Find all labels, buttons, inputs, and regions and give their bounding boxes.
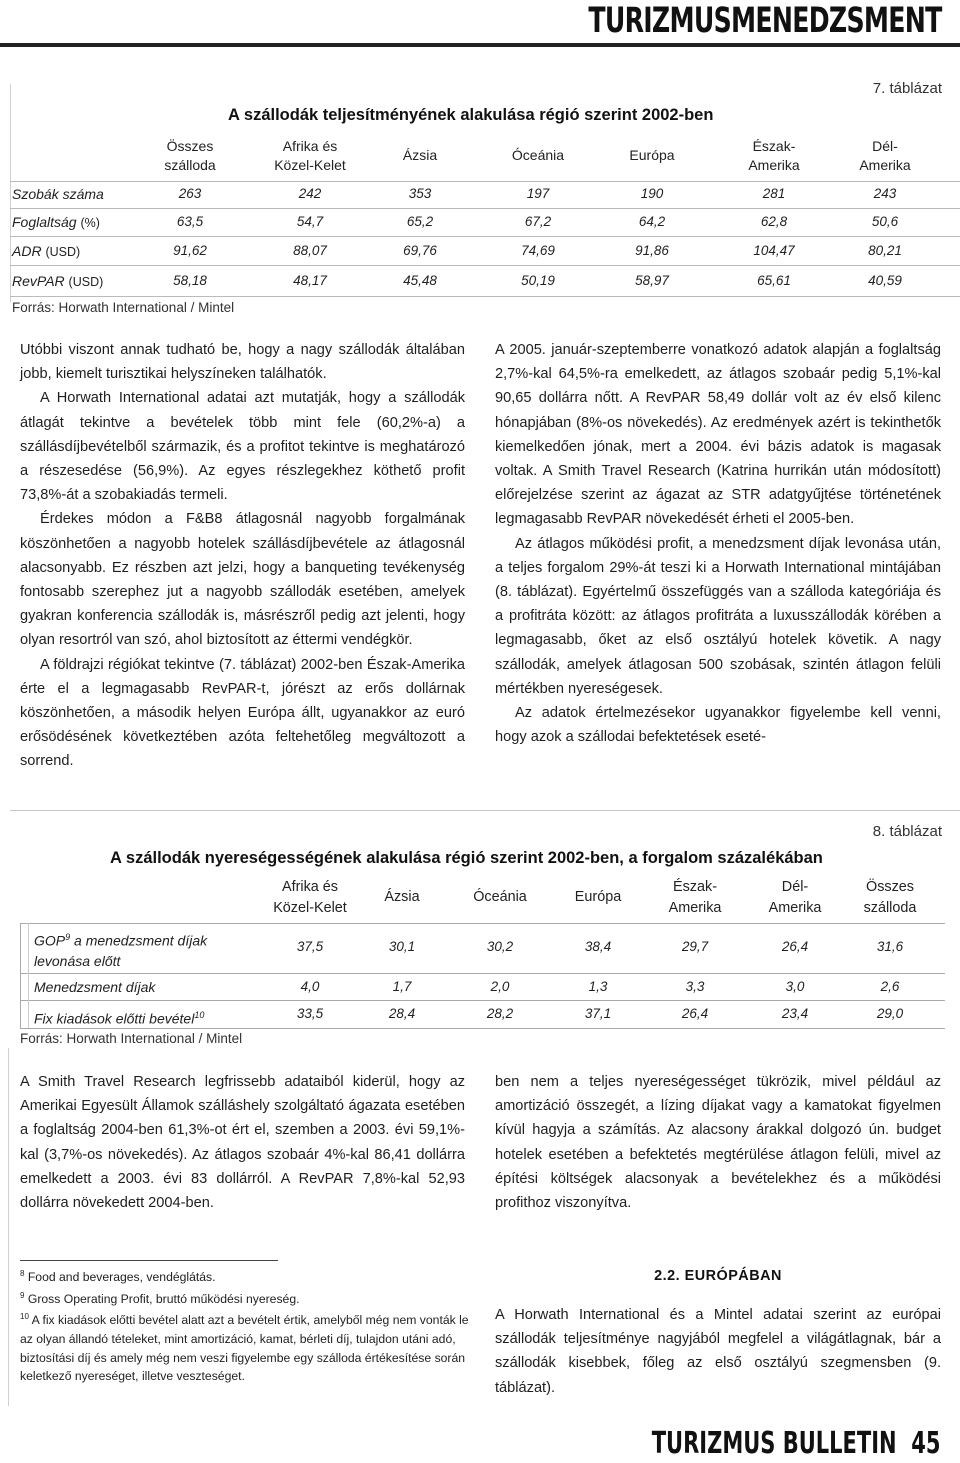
- row-unit: (%): [80, 216, 100, 230]
- table7-cell: 197: [526, 186, 550, 201]
- footnote-number: 8: [20, 1269, 25, 1278]
- table7-row-divider: [10, 208, 960, 209]
- table8-cell: 30,1: [388, 939, 416, 954]
- section-divider: [10, 810, 960, 811]
- table8-col-header: [840, 877, 940, 919]
- table7-caption: A szállodák teljesítményének alakulása régió szerint 2002-ben: [228, 106, 714, 124]
- table7-cell: 40,59: [868, 273, 902, 288]
- table7-cell: 58,18: [173, 273, 207, 288]
- table8-cell: 37,5: [296, 939, 324, 954]
- paragraph: Az átlagos működési profit, a menedzsment díjak levonása után, a teljes forgalom 29%-át teszi ki a Horwath International mintájában (8. táblázat). Egyértelmű összefüggés van a szálloda kategóriája és a profitráta között: az átlagos profitráta a luxusszállodák körében a legmagasabb, őket az első osztályú hotelek követik. A nagy szállodák, amelyek átlagosan 500 szobásak, szintén átlagon felüli mértékben nyereségesek.: [495, 535, 941, 697]
- table7-row-label: [12, 214, 100, 230]
- table7-col-header: [380, 146, 460, 165]
- col-header-line: Dél-: [781, 879, 809, 895]
- right-column-text: [495, 338, 941, 749]
- footnote-rule: [20, 1260, 278, 1261]
- table8-cell: 26,4: [681, 1006, 709, 1021]
- table8-cell: 3,3: [685, 979, 705, 994]
- header-rule: [0, 43, 960, 47]
- page-number: 45: [910, 1426, 940, 1461]
- table8-border: [20, 973, 945, 974]
- table8-cell: 26,4: [781, 939, 809, 954]
- table8-border: [28, 923, 29, 1028]
- table8-cell: 29,0: [876, 1006, 904, 1021]
- table8-col-header: [362, 887, 442, 908]
- col-header-line: Amerika: [748, 157, 800, 173]
- paragraph: A 2005. január-szeptemberre vonatkozó adatok alapján a foglaltság 2,7%-kal 64,5%-ra emelkedett, az átlagos szobaár pedig 5,1%-kal 90,65 dollárra nőtt. A RevPAR 58,49 dollár volt az év első kilenc hónapjában (8%-os növekedés). Az eredmények azért is tekinthetők kiemelkedően jónak, mert a 2004. évi bázis adatok is magasak voltak. A Smith Travel Research (Katrina hurrikán után módosított) előrejelzése szerint az ágazat az STR adatgyűjtése történetének legmagasabb RevPAR növekedését érheti el 2005-ben.: [495, 342, 941, 528]
- footnote-text: Gross Operating Profit, bruttó működési nyereség.: [27, 1291, 300, 1306]
- paragraph: Utóbbi viszont annak tudható be, hogy a nagy szállodák általában jobb, kiemelt turisztikai helyszíneken találhatók.: [20, 342, 465, 383]
- row-label-text: levonása előtt: [34, 952, 121, 969]
- table8-row-label: [34, 977, 155, 997]
- col-header-line: Összes: [166, 138, 214, 154]
- table7-row-divider: [10, 296, 960, 297]
- row-label-text: a menedzsment díjak: [70, 932, 208, 949]
- table7-cell: 65,2: [406, 214, 434, 229]
- table8-cell: 2,0: [490, 979, 510, 994]
- table7-col-header: [612, 146, 692, 165]
- row-label-text: Fix kiadások előtti bevétel: [34, 1010, 195, 1027]
- table8-label: 8. táblázat: [872, 823, 942, 840]
- footnote-number: 10: [20, 1312, 29, 1322]
- table7-cell: 62,8: [760, 214, 788, 229]
- table8-row-label: [34, 927, 207, 971]
- table7-label: 7. táblázat: [872, 80, 942, 97]
- table8-cell: 23,4: [781, 1006, 809, 1021]
- col-header-line: Közel-Kelet: [273, 900, 347, 916]
- table8-cell: 38,4: [584, 939, 612, 954]
- row-label-text: ADR: [12, 243, 42, 259]
- table8-cell: 31,6: [876, 939, 904, 954]
- paragraph: A földrajzi régiókat tekintve (7. táblázat) 2002-ben Észak-Amerika érte el a legmagasabb RevPAR-t, jórészt az erős dollárnak köszönhetően, a második helyen Európa állt, ugyanakkor az euró erősödésének következtében azóta feltehetőleg megváltozott a sorrend.: [20, 656, 465, 770]
- table7-col-header: [140, 137, 240, 175]
- table7-row-label: [12, 243, 80, 259]
- col-header-line: Észak-: [752, 138, 796, 154]
- left-column-text: [20, 338, 465, 774]
- table8-cell: 1,7: [392, 979, 412, 994]
- table7-cell: 91,62: [173, 243, 207, 258]
- left-column-text-2: [20, 1070, 465, 1215]
- section-text: [495, 1303, 941, 1400]
- row-label-text: RevPAR: [12, 273, 65, 289]
- table7-row-divider: [10, 181, 960, 182]
- right-column-text-2: [495, 1070, 941, 1215]
- table8-col-header: [558, 887, 638, 908]
- footnote-number: 9: [20, 1290, 25, 1300]
- col-header-line: szálloda: [863, 900, 917, 916]
- row-label-text: Foglaltság: [12, 214, 77, 230]
- table8-col-header: [250, 877, 370, 919]
- col-header-line: szálloda: [164, 157, 216, 173]
- table7-col-header: [250, 137, 370, 175]
- table7-cell: 45,48: [403, 273, 437, 288]
- table7-cell: 243: [873, 186, 897, 201]
- table8-cell: 37,1: [584, 1006, 612, 1021]
- row-unit: (USD): [68, 275, 104, 289]
- paragraph: ben nem a teljes nyereségességet tükrözik, mivel például az amortizáció összegét, a lízing díjakat vagy a kamatokat figyelmen kívül hagyja a számítás. Az alacsony árakkal dolgozó ún. budget hotelek esetében a befektetés megtérülése átlagon felüli, mivel az építési költségek alacsonyak a bevételekhez és a működési profithoz viszonyítva.: [495, 1074, 941, 1212]
- col-header-line: Összes: [866, 879, 914, 895]
- table8-cell: 28,2: [486, 1006, 514, 1021]
- table8-col-header: [745, 877, 845, 919]
- table7-cell: 48,17: [293, 273, 327, 288]
- table8-row-label: [34, 1005, 204, 1029]
- table7-cell: 190: [640, 186, 664, 201]
- table7-cell: 67,2: [524, 214, 552, 229]
- row-label-text: Menedzsment díjak: [34, 979, 156, 995]
- footer-brand: TURIZMUS BULLETIN: [651, 1426, 897, 1461]
- paragraph: A Horwath International adatai azt mutatják, hogy a szállodák átlagát tekintve a bevételek több mint fele (60,2%-a) a szállásdíjbevételből származik, és a profitot tekintve is meghatározó a részesedése (56,9%). Az egyes részlegekhez köthető profit 73,8%-át a szobakiadás termeli.: [20, 390, 465, 504]
- table8-border: [20, 923, 21, 1028]
- col-header-line: Amerika: [668, 900, 722, 916]
- table7-cell: 65,61: [757, 273, 791, 288]
- table8-cell: 33,5: [296, 1006, 324, 1021]
- table8-col-header: [460, 887, 540, 908]
- table7-cell: 74,69: [521, 243, 555, 258]
- table7-cell: 54,7: [296, 214, 324, 229]
- table7-cell: 63,5: [176, 214, 204, 229]
- table7-cell: 91,86: [635, 243, 669, 258]
- table8-cell: 2,6: [880, 979, 900, 994]
- footnote-ref: 9: [65, 932, 71, 942]
- table7-left-border: [10, 84, 11, 302]
- table8-border: [20, 1000, 945, 1001]
- table7-cell: 263: [178, 186, 202, 201]
- table8-cell: 3,0: [785, 979, 805, 994]
- magazine-section-title: TURIZMUSMENEDZSMENT: [588, 1, 942, 41]
- table7-row-divider: [10, 236, 960, 237]
- col-header-line: Óceánia: [511, 147, 565, 163]
- col-header-line: Ázsia: [384, 889, 420, 905]
- col-header-line: Európa: [629, 147, 675, 163]
- table7-cell: 104,47: [753, 243, 795, 258]
- table7-source: Forrás: Horwath International / Mintel: [12, 300, 235, 315]
- table7-cell: 88,07: [293, 243, 327, 258]
- table8-border: [20, 923, 945, 924]
- table7-row-label: [12, 186, 104, 202]
- col-header-line: Európa: [574, 889, 622, 905]
- footnote-text: A fix kiadások előtti bevétel alatt azt a bevételt értik, amelyből még nem vonták le az olyan állandó tételeket, mint amortizáció, kamat, bérleti díj, tulajdon utáni adó, biztosítási díj és amely még nem veszi figyelembe egy szálloda értékesítése során keletkező nyereséget, illetve veszteséget.: [20, 1313, 469, 1384]
- table8-caption: A szállodák nyereségességének alakulása régió szerint 2002-ben, a forgalom százalékában: [110, 849, 823, 867]
- col-header-line: Közel-Kelet: [274, 157, 346, 173]
- footnote: [20, 1308, 470, 1385]
- paragraph: A Horwath International és a Mintel adatai szerint az európai szállodák teljesítménye nagyjából megfelel a világátlagnak, bár a szállodák kisebbek, főleg az első osztályú szegmensben (9. táblázat).: [495, 1307, 941, 1396]
- table7-col-header: [724, 137, 824, 175]
- table7-cell: 353: [408, 186, 432, 201]
- row-unit: (USD): [45, 245, 81, 259]
- table7-row-divider: [10, 265, 960, 266]
- table8-cell: 1,3: [588, 979, 608, 994]
- col-header-line: Afrika és: [282, 138, 338, 154]
- row-label-text: Szobák száma: [12, 186, 104, 202]
- footnote-text: Food and beverages, vendéglátás.: [27, 1270, 216, 1285]
- table8-cell: 30,2: [486, 939, 514, 954]
- table7-cell: 58,97: [635, 273, 669, 288]
- magazine-footer: [651, 1426, 940, 1462]
- table8-cell: 29,7: [681, 939, 709, 954]
- col-header-line: Ázsia: [402, 147, 438, 163]
- section-heading: 2.2. EURÓPÁBAN: [654, 1268, 782, 1284]
- table7-col-header: [835, 137, 935, 175]
- table7-cell: 50,19: [521, 273, 555, 288]
- table7-cell: 80,21: [868, 243, 902, 258]
- page-left-border: [8, 1048, 9, 1406]
- paragraph: A Smith Travel Research legfrissebb adataiból kiderül, hogy az Amerikai Egyesült Államok szálláshely szolgáltató ágazata esetében a foglaltság 2004-ben 61,3%-ot ért el, szemben a 2003. évi 59,1%-kal (3,7%-os növekedés). Az átlagos szobaár 4%-kal 86,41 dollárra emelkedett a 2003. évi 83 dollárról. A RevPAR 7,8%-kal 52,93 dollárra növekedett 2004-ben.: [20, 1074, 465, 1212]
- table7-cell: 50,6: [871, 214, 899, 229]
- col-header-line: Dél-: [872, 138, 898, 154]
- col-header-line: Óceánia: [473, 889, 527, 905]
- table7-cell: 242: [298, 186, 322, 201]
- table8-cell: 4,0: [300, 979, 320, 994]
- table7-cell: 69,76: [403, 243, 437, 258]
- table7-col-header: [498, 146, 578, 165]
- footnotes: [20, 1265, 470, 1386]
- table8-source: Forrás: Horwath International / Mintel: [20, 1031, 243, 1046]
- col-header-line: Amerika: [768, 900, 822, 916]
- table7-cell: 64,2: [638, 214, 666, 229]
- col-header-line: Észak-: [673, 879, 717, 895]
- table7-row-label: [12, 273, 103, 289]
- footnote: [20, 1265, 470, 1287]
- footnote-ref: 10: [194, 1010, 205, 1020]
- paragraph: Az adatok értelmezésekor ugyanakkor figyelembe kell venni, hogy azok a szállodai befektetések eseté-: [495, 705, 941, 746]
- footnote: [20, 1287, 470, 1309]
- row-label-text: GOP: [34, 932, 66, 949]
- col-header-line: Afrika és: [282, 879, 338, 895]
- table7-cell: 281: [762, 186, 786, 201]
- table8-cell: 28,4: [388, 1006, 416, 1021]
- table8-col-header: [645, 877, 745, 919]
- col-header-line: Amerika: [859, 157, 911, 173]
- paragraph: Érdekes módon a F&B8 átlagosnál nagyobb forgalmának köszönhetően a nagyobb hotelek szállásdíjbevétele az átlagosnál alacsonyabb. Ez részben azt jelzi, hogy a banqueting tevékenység fontosabb szerephez jut a nagyobb szállodák esetében, amelyek gyakran konferencia szállodák is, másrészről pedig azt jelenti, hogy olyan resortról van szó, ahol biztosított az éttermi vendégkör.: [20, 511, 465, 649]
